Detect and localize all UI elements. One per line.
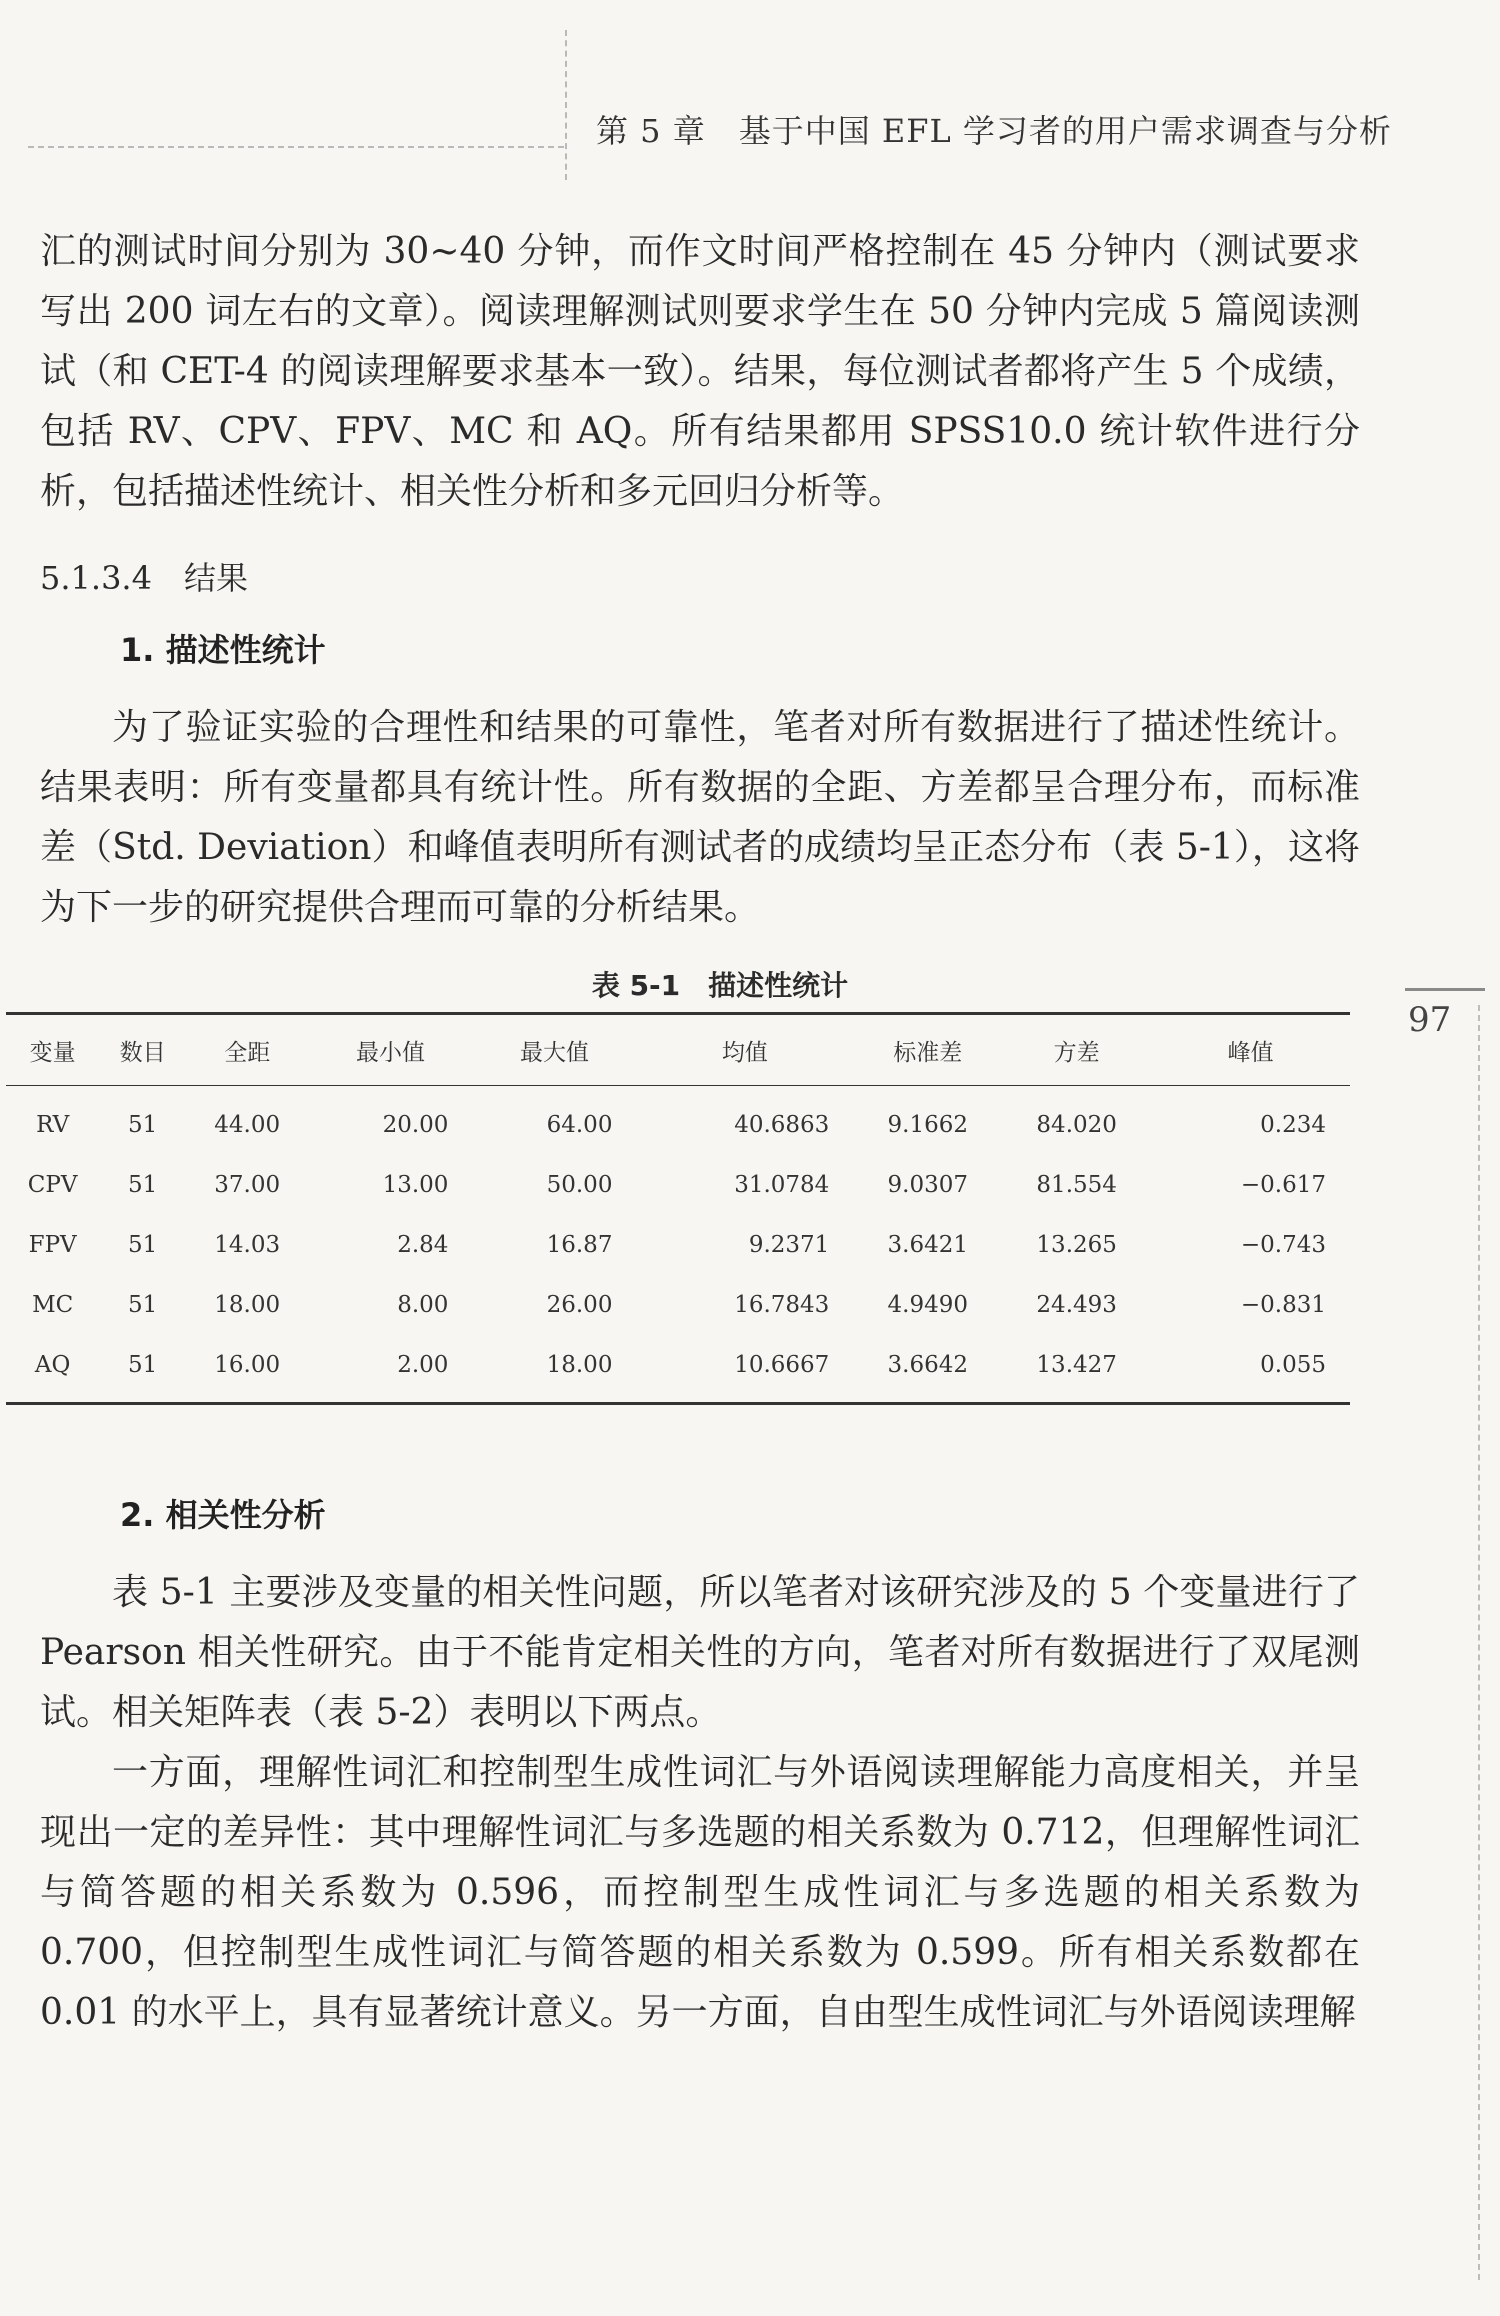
col-header: 最小值 xyxy=(308,1014,472,1086)
table-header-row xyxy=(6,1014,1350,1086)
table-cell: 18.00 xyxy=(472,1335,636,1404)
table-cell: 16.7843 xyxy=(734,1292,830,1318)
table-cell: 51 xyxy=(127,1292,158,1318)
table-cell: 24.493 xyxy=(1036,1292,1117,1318)
table-cell: 8.00 xyxy=(397,1292,449,1318)
table-cell: 26.00 xyxy=(546,1292,613,1318)
table-cell: 84.020 xyxy=(1036,1112,1117,1138)
table-caption: 表 5-1 描述性统计 xyxy=(591,969,849,1002)
header-divider-vertical xyxy=(565,30,567,180)
table-cell: 9.1662 xyxy=(887,1112,968,1138)
table-cell: FPV xyxy=(28,1232,77,1258)
margin-rule xyxy=(1478,1005,1480,2280)
col-header: 标准差 xyxy=(853,1014,1002,1086)
table-cell: AQ xyxy=(6,1335,99,1404)
intro-paragraph: 汇的测试时间分别为 30~40 分钟，而作文时间严格控制在 45 分钟内（测试要求写出 200 词左右的文章）。阅读理解测试则要求学生在 50 分钟内完成 5 篇阅读测试（和 CET-4 的阅读理解要求基本一致）。结果，每位测试者都将产生 5 个成绩，包括 RV、CPV、FPV、MC 和 AQ。所有结果都用 SPSS10.0 统计软件进行分析，包括描述性统计、相关性分析和多元回归分析等。 xyxy=(40,231,1360,512)
col-header: 最大值 xyxy=(472,1014,636,1086)
table-cell: 14.03 xyxy=(214,1232,281,1258)
table-cell: 18.00 xyxy=(214,1292,281,1318)
table-row xyxy=(6,1275,1350,1335)
table-cell: 16.00 xyxy=(186,1335,309,1404)
table-cell: −0.831 xyxy=(1240,1292,1326,1318)
table-row xyxy=(6,1155,1350,1215)
table-cell: 51 xyxy=(127,1232,158,1258)
table-cell: 40.6863 xyxy=(734,1112,830,1138)
col-header: 全距 xyxy=(186,1014,309,1086)
table-cell: −0.743 xyxy=(1240,1232,1326,1258)
table-cell: 44.00 xyxy=(214,1112,281,1138)
col-header: 方差 xyxy=(1002,1014,1151,1086)
table-cell: 3.6642 xyxy=(853,1335,1002,1404)
table-cell: 13.265 xyxy=(1036,1232,1117,1258)
table-cell: 51 xyxy=(127,1112,158,1138)
header-divider-horizontal xyxy=(28,146,564,148)
table-cell: 0.234 xyxy=(1260,1112,1326,1138)
table-cell: 50.00 xyxy=(546,1172,613,1198)
correlation-paragraph-1: 表 5-1 主要涉及变量的相关性问题，所以笔者对该研究涉及的 5 个变量进行了 Pearson 相关性研究。由于不能肯定相关性的方向，笔者对所有数据进行了双尾测试。相关矩阵表（表 5-2）表明以下两点。 xyxy=(40,1572,1360,1733)
table-cell: 2.00 xyxy=(308,1335,472,1404)
section-heading-correlation: 2. 相关性分析 xyxy=(120,1496,326,1534)
table-row xyxy=(6,1215,1350,1275)
table-cell: 64.00 xyxy=(546,1112,613,1138)
col-header: 数目 xyxy=(99,1014,186,1086)
correlation-paragraph-2: 一方面，理解性词汇和控制型生成性词汇与外语阅读理解能力高度相关，并呈现出一定的差异性：其中理解性词汇与多选题的相关系数为 0.712，但理解性词汇与简答题的相关系数为 0.596，而控制型生成性词汇与多选题的相关系数为 0.700，但控制型生成性词汇与简答题的相关系数为 0.599。所有相关系数都在 0.01 的水平上，具有显著统计意义。另一方面，自由型生成性词汇与外语阅读理解 xyxy=(40,1752,1360,2033)
table-cell: 37.00 xyxy=(214,1172,281,1198)
subsection-heading: 5.1.3.4 结果 xyxy=(40,559,248,597)
table-cell: 13.427 xyxy=(1002,1335,1151,1404)
table-cell: RV xyxy=(36,1112,70,1138)
table-cell: 9.0307 xyxy=(887,1172,968,1198)
table-cell: 81.554 xyxy=(1036,1172,1117,1198)
page-body xyxy=(27,222,1360,2043)
table-row xyxy=(6,1086,1350,1156)
table-cell: 3.6421 xyxy=(887,1232,968,1258)
table-cell: 0.055 xyxy=(1151,1335,1350,1404)
descriptive-paragraph: 为了验证实验的合理性和结果的可靠性，笔者对所有数据进行了描述性统计。结果表明：所有变量都具有统计性。所有数据的全距、方差都呈合理分布，而标准差（Std. Deviation）和峰值表明所有测试者的成绩均呈正态分布（表 5-1），这将为下一步的研究提供合理而可靠的分析结果。 xyxy=(40,707,1360,928)
table-cell: 16.87 xyxy=(546,1232,613,1258)
table-cell: −0.617 xyxy=(1240,1172,1326,1198)
table-cell: 9.2371 xyxy=(748,1232,830,1258)
table-cell: 31.0784 xyxy=(734,1172,830,1198)
table-cell: 51 xyxy=(99,1335,186,1404)
table-cell: MC xyxy=(32,1292,74,1318)
section-heading-descriptive: 1. 描述性统计 xyxy=(120,631,326,669)
page-number-rule xyxy=(1405,988,1485,991)
descriptive-stats-table xyxy=(6,1012,1350,1405)
col-header: 均值 xyxy=(636,1014,853,1086)
col-header: 变量 xyxy=(6,1014,99,1086)
table-cell: 4.9490 xyxy=(887,1292,968,1318)
table-cell: 2.84 xyxy=(397,1232,449,1258)
table-cell: CPV xyxy=(27,1172,78,1198)
page-number: 97 xyxy=(1408,1000,1452,1040)
table-cell: 51 xyxy=(127,1172,158,1198)
table-cell: 13.00 xyxy=(382,1172,449,1198)
running-header: 第 5 章 基于中国 EFL 学习者的用户需求调查与分析 xyxy=(596,112,1392,150)
table-row xyxy=(6,1335,1350,1404)
col-header: 峰值 xyxy=(1151,1014,1350,1086)
table-cell: 10.6667 xyxy=(636,1335,853,1404)
table-cell: 20.00 xyxy=(382,1112,449,1138)
